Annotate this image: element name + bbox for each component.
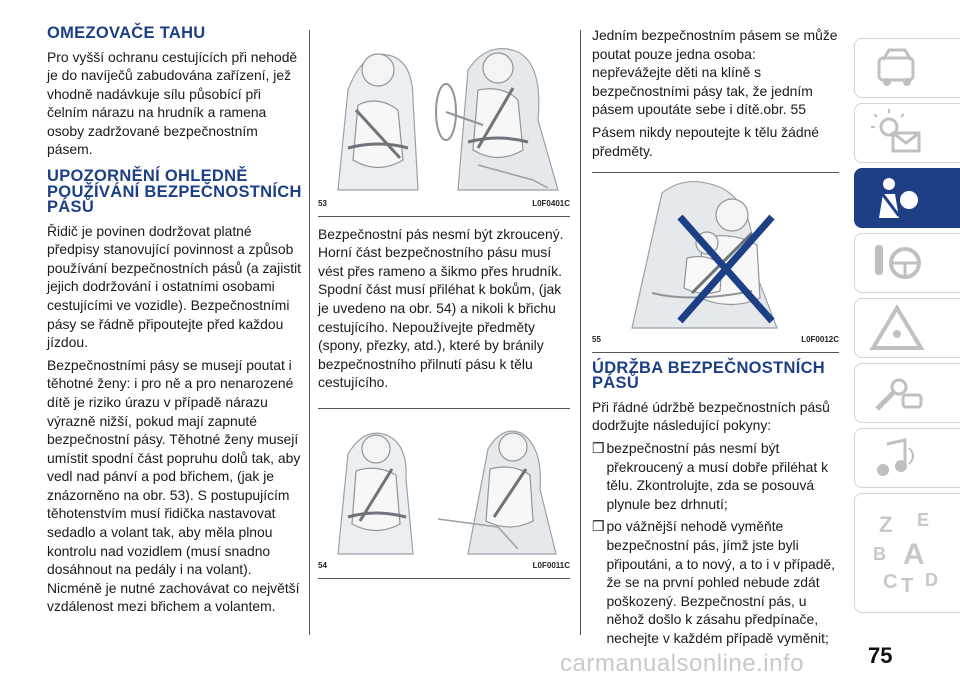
column-left bbox=[47, 26, 302, 620]
figure-53 bbox=[318, 30, 570, 217]
steering-wheel-key-icon bbox=[869, 239, 925, 289]
tab-maintenance[interactable] bbox=[854, 363, 960, 423]
index-letters-icon bbox=[869, 504, 949, 604]
tab-index[interactable] bbox=[854, 493, 960, 613]
watermark-text: carmanualsonline.info bbox=[560, 650, 804, 677]
bullet-item-1 bbox=[592, 439, 839, 517]
figure-55-caption bbox=[592, 331, 839, 353]
page-number: 75 bbox=[868, 643, 893, 668]
svg-text:A: A bbox=[903, 538, 925, 571]
tab-multimedia[interactable] bbox=[854, 428, 960, 488]
pregnant-seatbelt-illustration bbox=[318, 30, 570, 195]
figure-53-code: L0F0401C bbox=[532, 199, 570, 208]
tab-safety[interactable] bbox=[854, 168, 960, 228]
airbag-seatbelt-icon bbox=[869, 174, 925, 224]
figure-55 bbox=[592, 172, 839, 353]
paragraph-belt-routing: Bezpečnostní pás nesmí být zkroucený. Horní část bezpečnostního pásu musí vést přes rameno a šikmo přes hrudník. Spodní část musí přiléhat k bokům, (jak je uvedeno na obr. 54) a nikoli k břichu cestujícího. Nepoužívejte předměty (spony, přezky, atd.), které by bránily bezpečnostního přilnutí pásu k tělu cestujícího. bbox=[318, 225, 564, 391]
figure-53-caption bbox=[318, 195, 570, 217]
tab-dashboard-lights[interactable] bbox=[854, 103, 960, 163]
multimedia-icon bbox=[869, 434, 925, 484]
checkbox-bullet-icon: ❒ bbox=[592, 518, 605, 535]
svg-text:T: T bbox=[901, 575, 914, 597]
bullet-item-2 bbox=[592, 517, 839, 651]
paragraph-pregnant-women: Bezpečnostními pásy se musejí poutat i těhotné ženy: i pro ně a pro nenarozené dítě je riziko úrazu v případě nárazu výrazně nižší, pokud mají zapnuté bezpečnostní pásy. Těhotné ženy musejí umístit spodní část popruhu dolů tak, aby vedl nad pánví a pod břichem, (jak je znázorněno na obr. 53). S postupujícím těhotenstvím musí řidička nastavovat sedadlo a volant tak, aby měla plnou kontrolu nad vozidlem (musí snadno dosáhnout na pedály i na volant). Nicméně je nutné zachovávat co největší vzdálenost mezi břichem a volantem. bbox=[47, 356, 301, 615]
column-divider-1 bbox=[309, 30, 310, 635]
svg-text:Z: Z bbox=[879, 512, 893, 537]
svg-text:E: E bbox=[917, 510, 930, 530]
column-middle bbox=[318, 26, 570, 587]
heading-seatbelt-warnings: UPOZORNĚNÍ OHLEDNĚ POUŽÍVÁNÍ BEZPEČNOSTNÍCH PÁSŮ bbox=[47, 167, 302, 217]
svg-text:D: D bbox=[925, 570, 938, 590]
tab-warning[interactable] bbox=[854, 298, 960, 358]
paragraph-no-objects: Pásem nikdy nepoutejte k tělu žádné předměty. bbox=[592, 123, 820, 159]
column-divider-2 bbox=[580, 30, 581, 635]
paragraph-load-limiters: Pro vyšší ochranu cestujících při nehodě je do navíječů zabudována zařízení, jež vhodně nadávkuje sílu působící při čelním nárazu na hrudník a ramena osoby zadržované bezpečnostním pásem. bbox=[47, 48, 298, 158]
wrench-car-icon bbox=[869, 369, 925, 419]
svg-text:B: B bbox=[873, 544, 886, 564]
child-on-lap-illustration bbox=[592, 173, 839, 331]
dashboard-lights-icon bbox=[869, 109, 925, 159]
paragraph-maintenance-intro: Při řádné údržbě bezpečnostních pásů dodržujte následující pokyny: bbox=[592, 398, 830, 434]
bullet-text-2: po vážnější nehodě vyměňte bezpečnostní pás, jímž jste byli připoutáni, a to nový, a to i v případě, že se na první pohled nebude zdát poškozený. Bezpečnostní pás, u něhož došlo k zásahu předpínače, nechejte v každém případě vyměnit; bbox=[606, 518, 836, 646]
heading-seatbelt-maintenance: ÚDRŽBA BEZPEČNOSTNÍCH PÁSŮ bbox=[592, 358, 826, 393]
bullet-text-1: bezpečnostní pás nesmí být překroucený a musí dobře přiléhat k tělu. Zkontrolujte, zda se posouvá plynule bez drhnutí; bbox=[606, 439, 829, 512]
tab-starting-driving[interactable] bbox=[854, 233, 960, 293]
car-info-icon bbox=[869, 44, 925, 94]
figure-54-code: L0F0011C bbox=[532, 560, 570, 570]
heading-load-limiters: OMEZOVAČE TAHU bbox=[47, 24, 206, 42]
svg-text:C: C bbox=[883, 571, 898, 593]
warning-triangle-icon bbox=[869, 304, 925, 354]
paragraph-driver-duty: Řidič je povinen dodržovat platné předpisy stanovující povinnost a způsob používání bezpečnostních pásů (a zajistit jejich dodržování i ostatními osobami cestujícími ve vozidle). Bezpečnostními pásy se řádně připoutejte před každou jízdou. bbox=[47, 222, 302, 351]
tab-car-info[interactable] bbox=[854, 38, 960, 98]
checkbox-bullet-icon: ❒ bbox=[592, 439, 605, 456]
figure-55-number: 55 bbox=[592, 335, 601, 345]
figure-54-caption bbox=[318, 557, 570, 579]
figure-54 bbox=[318, 408, 570, 579]
paragraph-one-person-per-belt: Jedním bezpečnostním pásem se může poutat pouze jedna osoba: nepřevážejte děti na klíně s bezpečnostními pásy tak, že jedním pásem upoutáte sebe i dítě.obr. 55 bbox=[592, 27, 838, 118]
column-right bbox=[592, 26, 839, 651]
correct-belt-illustration bbox=[318, 409, 570, 557]
figure-54-number: 54 bbox=[318, 560, 327, 570]
figure-53-number: 53 bbox=[318, 199, 327, 208]
figure-55-code: L0F0012C bbox=[801, 335, 839, 345]
